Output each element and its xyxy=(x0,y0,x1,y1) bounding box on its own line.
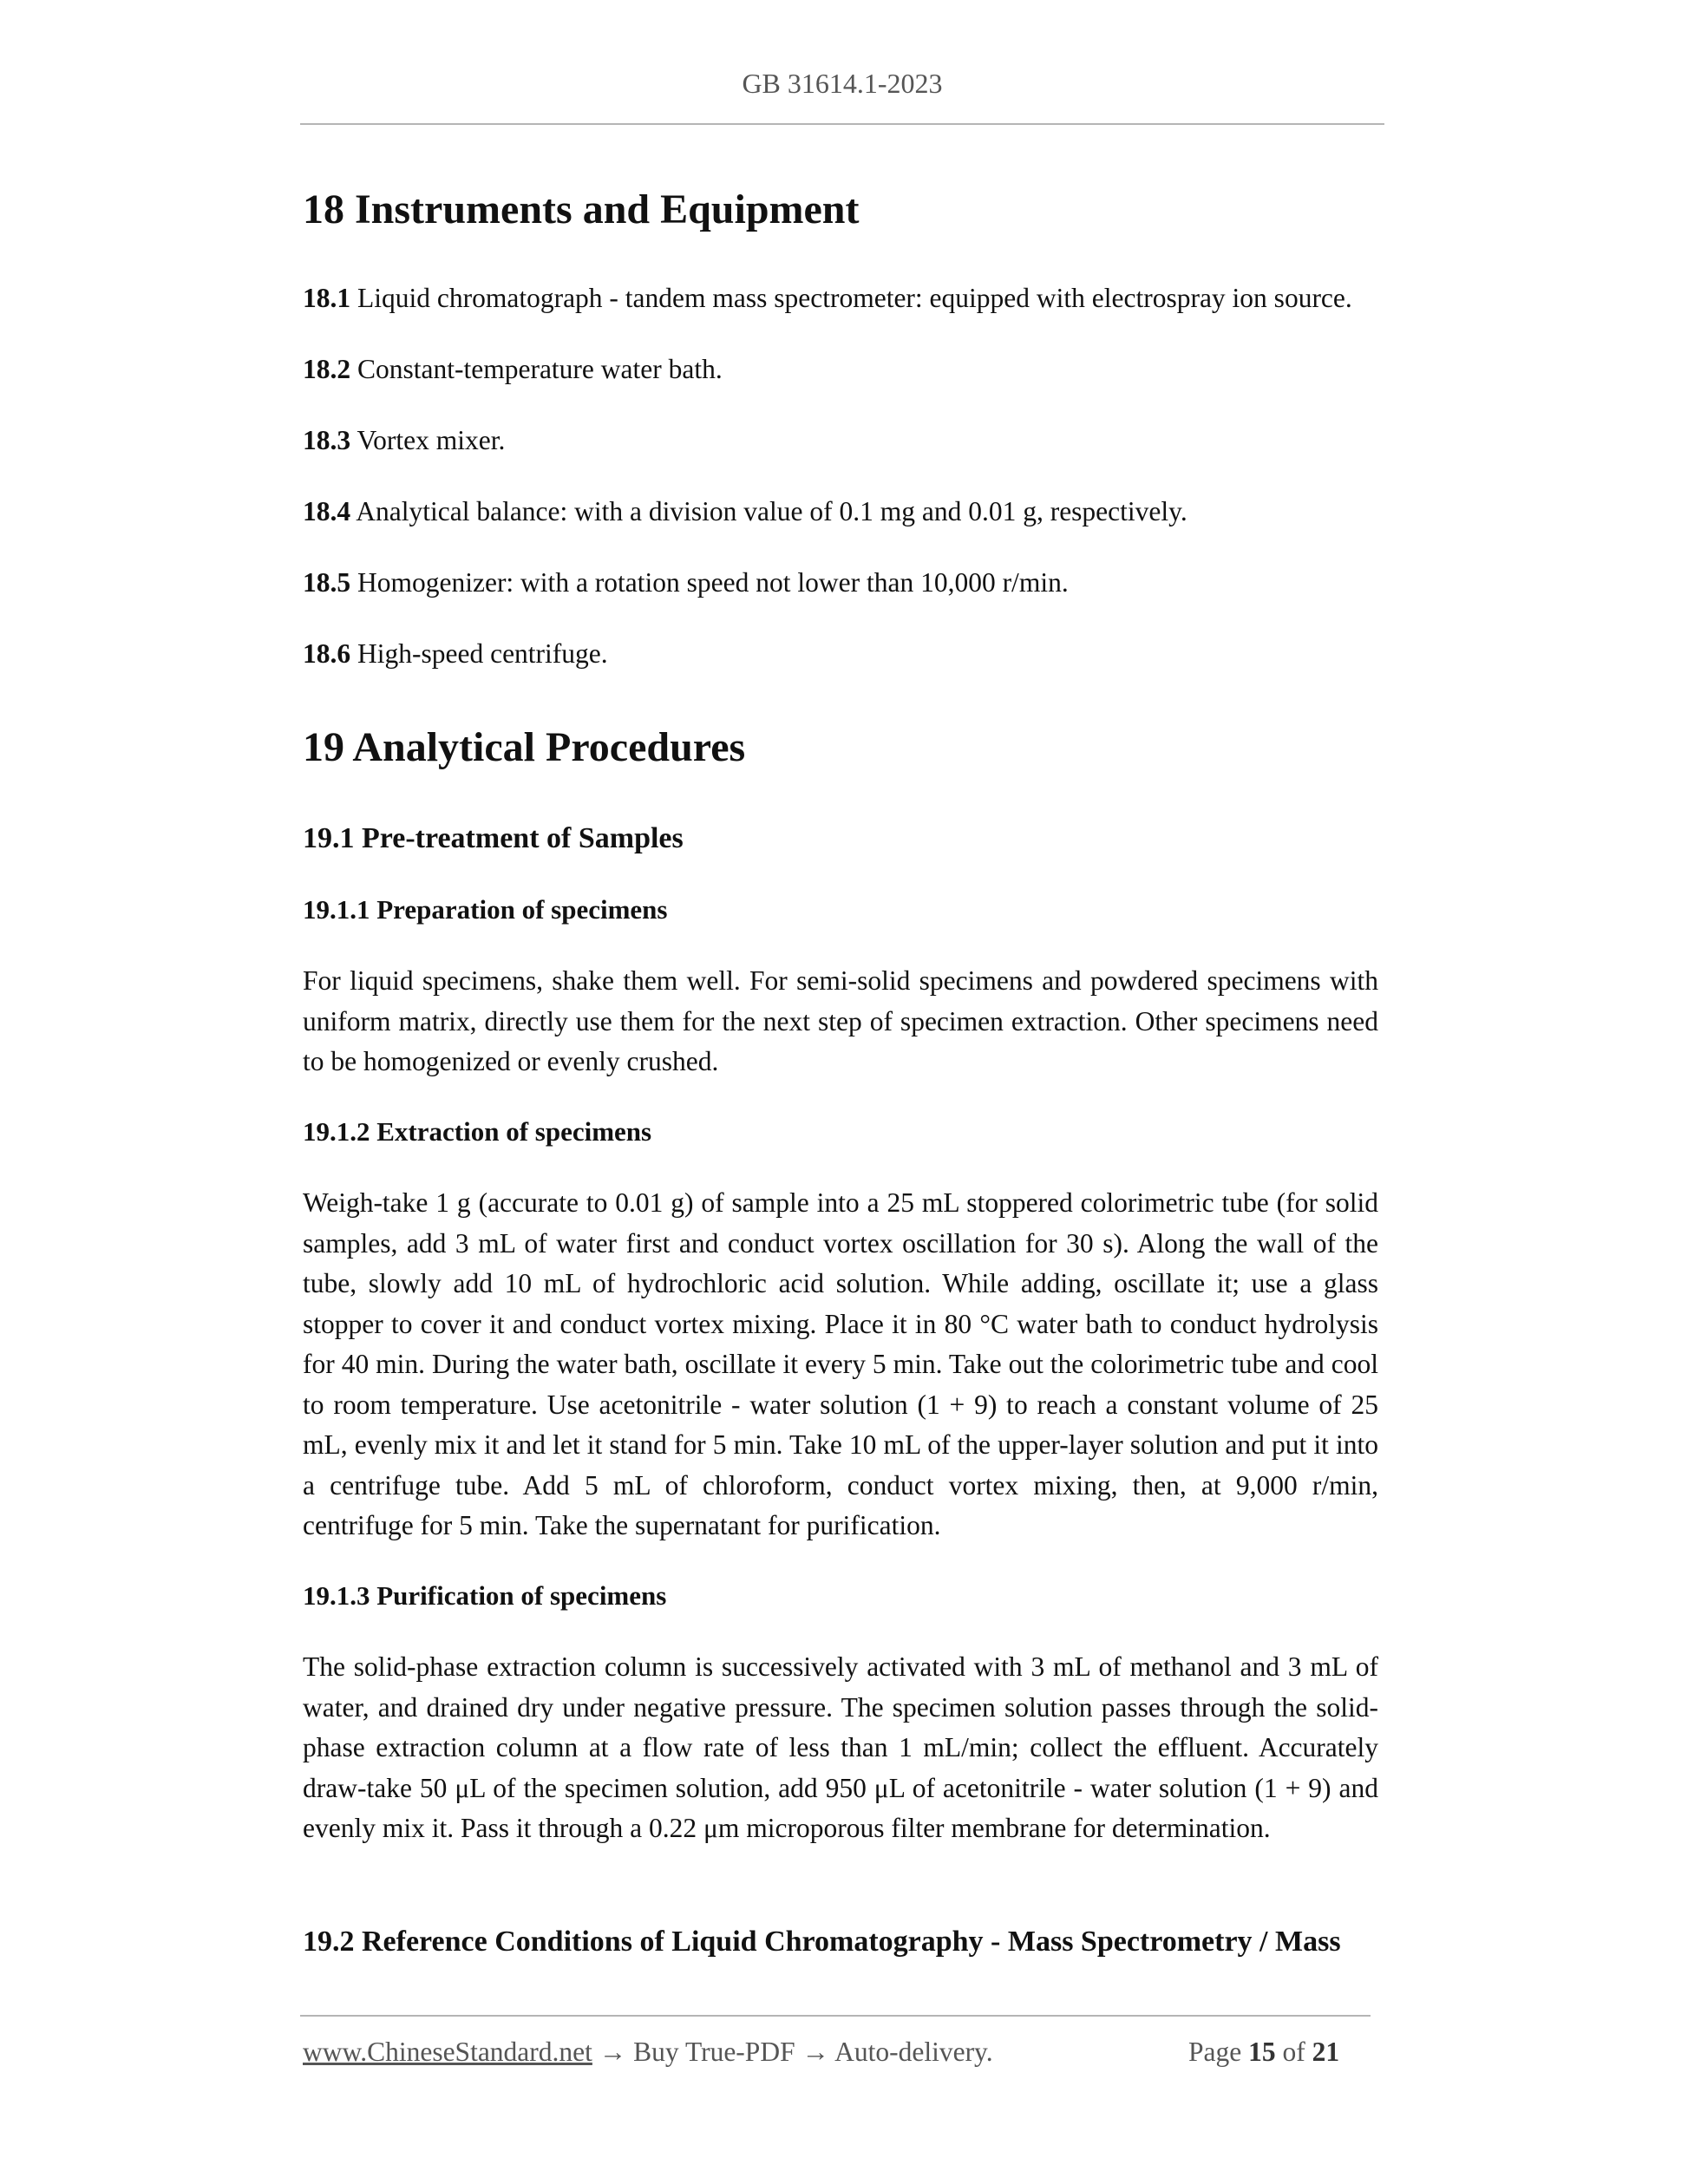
item-number: 18.4 xyxy=(303,496,351,526)
item-18-1 xyxy=(303,283,1378,314)
arrow-right-icon: → xyxy=(599,2037,627,2067)
section-19-1-3-heading: 19.1.3 Purification of specimens xyxy=(303,1580,667,1611)
paragraph-19-1-3: The solid-phase extraction column is successively activated with 3 mL of methanol and 3 mL of water, and drained dry under negative pressure. The specimen solution passes through the solid-phase extraction column at a flow rate of less than 1 mL/min; collect the effluent. Accurately draw-take 50 μL of the specimen solution, add 950 μL of acetonitrile - water solution (1 + 9) and evenly mix it. Pass it through a 0.22 μm microporous filter membrane for determination. xyxy=(303,1651,1378,1843)
footer-divider xyxy=(300,2015,1371,2017)
page-current: 15 xyxy=(1248,2037,1276,2067)
paragraph-19-1-2: Weigh-take 1 g (accurate to 0.01 g) of sample into a 25 mL stoppered colorimetric tube (for solid samples, add 3 mL of water first and conduct vortex oscillation for 30 s). Along the wall of the tube, slowly add 10 mL of hydrochloric acid solution. While adding, oscillate it; use a glass stopper to cover it and conduct vortex mixing. Place it in 80 °C water bath to conduct hydrolysis for 40 min. During the water bath, oscillate it every 5 min. Take out the colorimetric tube and cool to room temperature. Use acetonitrile - water solution (1 + 9) to reach a constant volume of 25 mL, evenly mix it and let it stand for 5 min. Take 10 mL of the upper-layer solution and put it into a centrifuge tube. Add 5 mL of chloroform, conduct vortex mixing, then, at 9,000 r/min, centrifuge for 5 min. Take the supernatant for purification. xyxy=(303,1187,1378,1540)
item-text: Liquid chromatograph - tandem mass spectrometer: equipped with electrospray ion source. xyxy=(357,283,1352,313)
item-text: Constant-temperature water bath. xyxy=(357,354,723,384)
paragraph-19-1-1: For liquid specimens, shake them well. For semi-solid specimens and powdered specimens with uniform matrix, directly use them for the next step of specimen extraction. Other specimens need to be homogenized or evenly crushed. xyxy=(303,965,1378,1076)
delivery-text: Auto-delivery. xyxy=(834,2037,993,2067)
item-text: Analytical balance: with a division value of 0.1 mg and 0.01 g, respectively. xyxy=(356,496,1187,526)
buy-text: Buy True-PDF xyxy=(633,2037,795,2067)
item-18-6 xyxy=(303,638,1378,670)
section-19-heading: 19 Analytical Procedures xyxy=(303,724,746,770)
item-number: 18.5 xyxy=(303,567,351,598)
section-18-heading: 18 Instruments and Equipment xyxy=(303,186,860,232)
arrow-right-icon: → xyxy=(801,2037,829,2067)
page-total: 21 xyxy=(1312,2037,1340,2067)
item-text: Homogenizer: with a rotation speed not lower than 10,000 r/min. xyxy=(357,567,1069,598)
item-text: High-speed centrifuge. xyxy=(357,638,608,669)
section-19-1-1-heading: 19.1.1 Preparation of specimens xyxy=(303,894,668,925)
section-19-2-heading: 19.2 Reference Conditions of Liquid Chromatography - Mass Spectrometry / Mass xyxy=(303,1926,1341,1958)
section-19-1-heading: 19.1 Pre-treatment of Samples xyxy=(303,822,684,854)
page-header: GB 31614.1-2023 xyxy=(742,68,943,99)
item-text: Vortex mixer. xyxy=(357,425,506,455)
item-18-5 xyxy=(303,567,1378,598)
site-link[interactable]: www.ChineseStandard.net xyxy=(303,2037,592,2067)
footer-promo xyxy=(303,2037,993,2068)
item-18-3 xyxy=(303,425,1378,456)
item-number: 18.2 xyxy=(303,354,351,384)
section-19-1-2-heading: 19.1.2 Extraction of specimens xyxy=(303,1116,652,1147)
item-number: 18.3 xyxy=(303,425,351,455)
page-number xyxy=(1188,2037,1339,2068)
header-divider xyxy=(300,123,1384,125)
item-number: 18.6 xyxy=(303,638,351,669)
item-18-2 xyxy=(303,354,1378,385)
page-of: of xyxy=(1282,2037,1305,2067)
page-label: Page xyxy=(1188,2037,1242,2067)
item-number: 18.1 xyxy=(303,283,351,313)
item-18-4 xyxy=(303,496,1378,527)
